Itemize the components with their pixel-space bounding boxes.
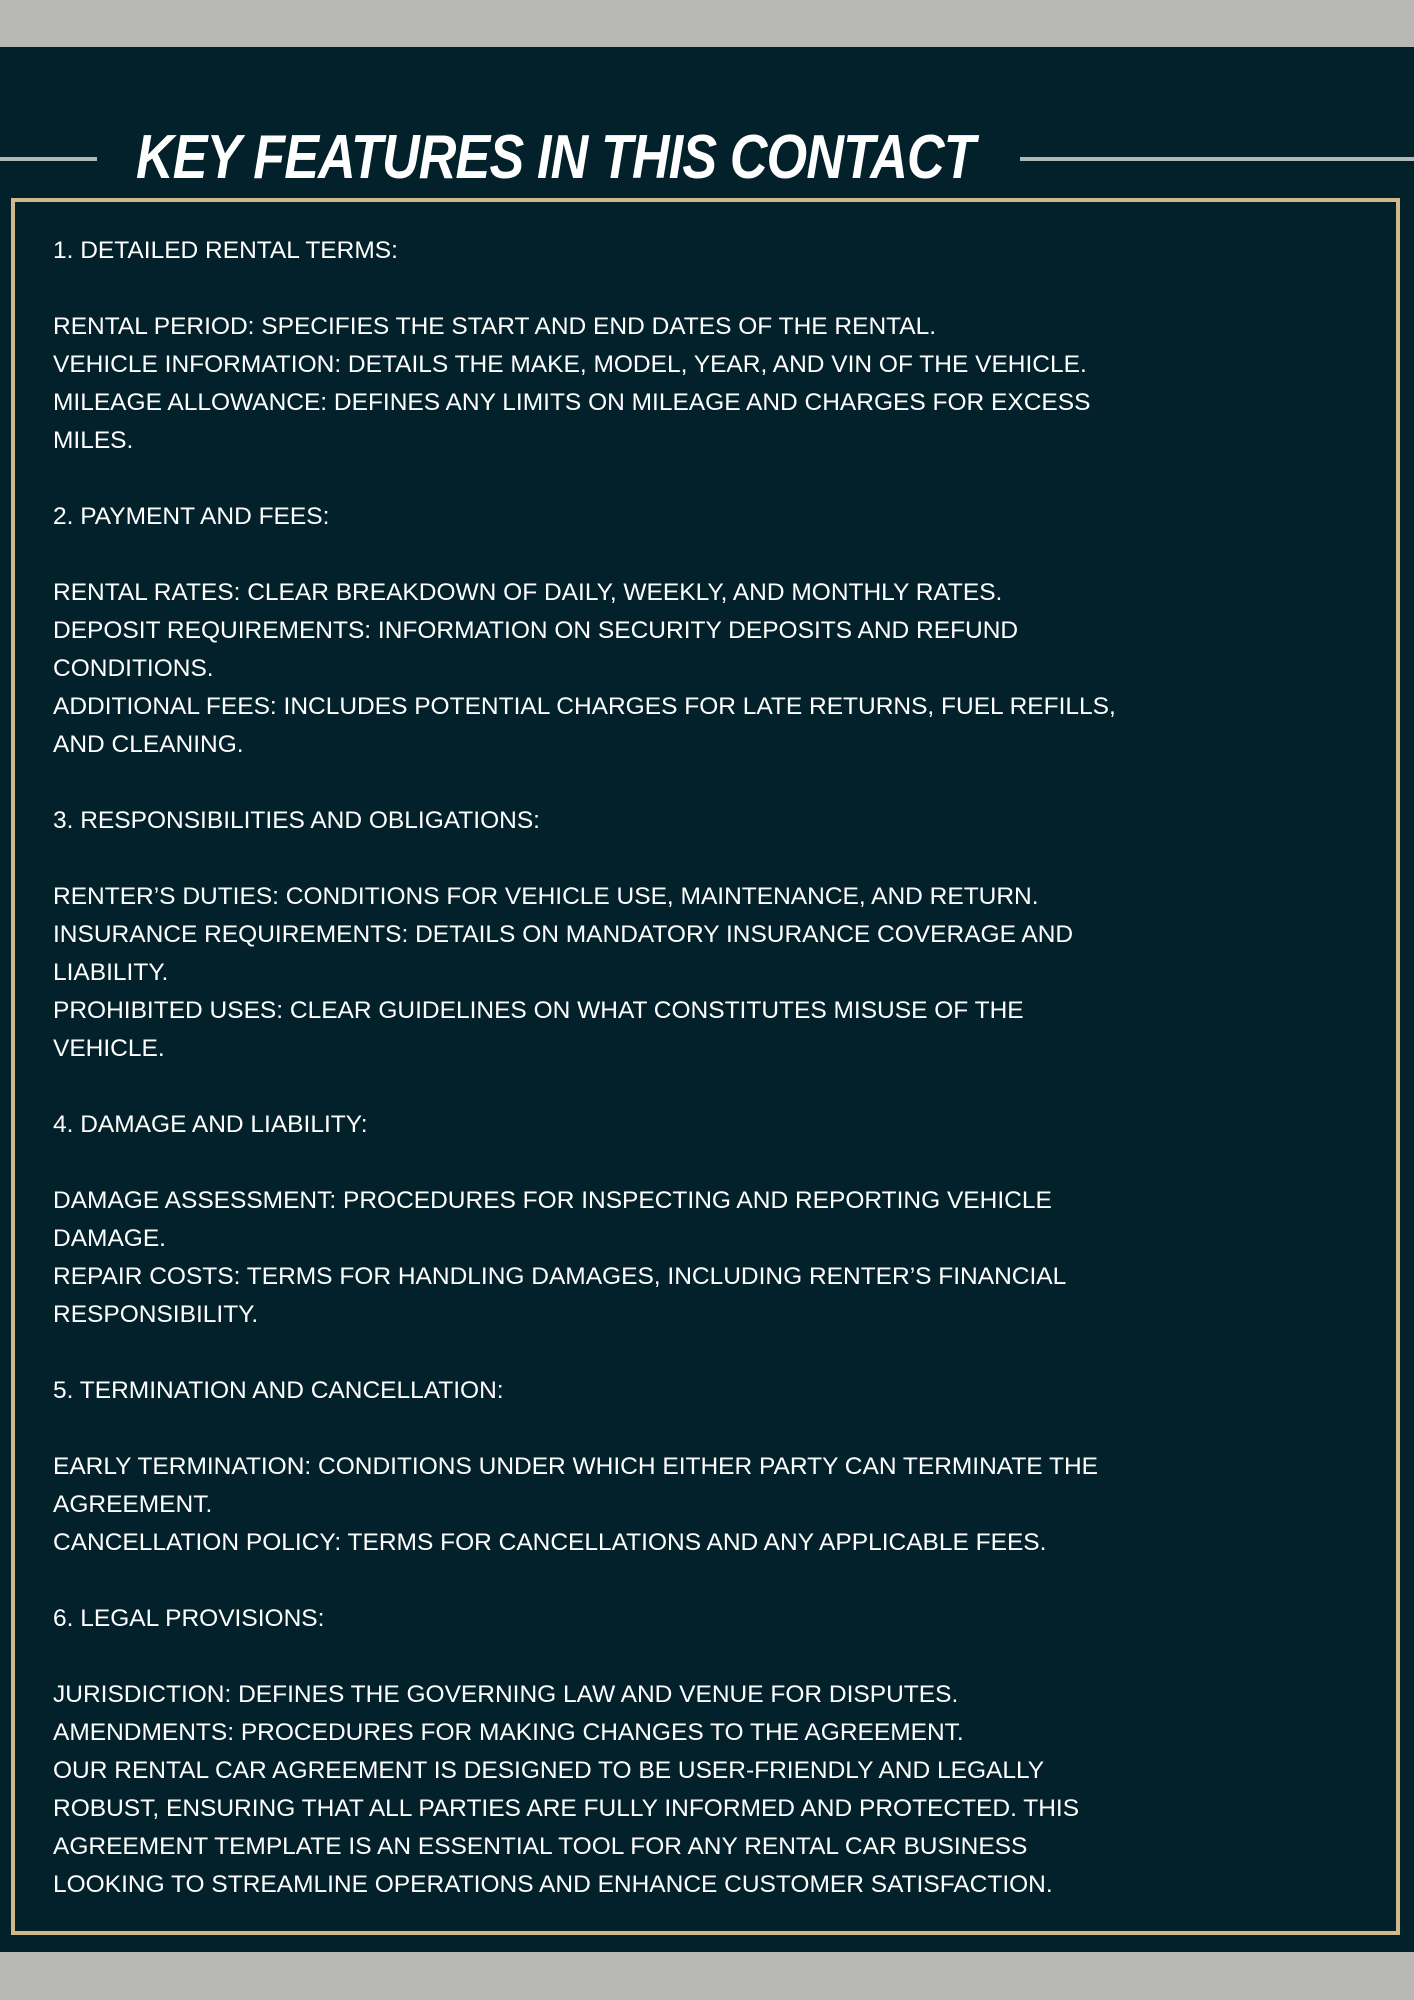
section-responsibilities — [53, 802, 1133, 1068]
section-heading: 1. DETAILED RENTAL TERMS: — [53, 237, 398, 264]
section-item: RENTAL RATES: CLEAR BREAKDOWN OF DAILY, WEEKLY, AND MONTHLY RATES. — [53, 579, 1003, 606]
section-heading: 5. TERMINATION AND CANCELLATION: — [53, 1377, 504, 1404]
section-heading: 6. LEGAL PROVISIONS: — [53, 1605, 325, 1632]
section-item: EARLY TERMINATION: CONDITIONS UNDER WHICH EITHER PARTY CAN TERMINATE THE AGREEMENT. — [53, 1453, 1098, 1518]
section-item: PROHIBITED USES: CLEAR GUIDELINES ON WHAT CONSTITUTES MISUSE OF THE VEHICLE. — [53, 997, 1024, 1062]
section-heading: 2. PAYMENT AND FEES: — [53, 503, 330, 530]
section-damage-and-liability — [53, 1106, 1133, 1334]
section-item: OUR RENTAL CAR AGREEMENT IS DESIGNED TO BE USER-FRIENDLY AND LEGALLY ROBUST, ENSURING THAT ALL PARTIES ARE FULLY INFORMED AND PROTECTED. THIS AGREEMENT TEMPLATE IS AN ESSENTIAL TOOL FOR ANY RENTAL CAR BUSINESS LOOKING TO STREAMLINE OPERATIONS AND ENHANCE CUSTOMER SATISFACTION. — [53, 1757, 1080, 1898]
section-detailed-rental-terms — [53, 232, 1133, 460]
section-item: DEPOSIT REQUIREMENTS: INFORMATION ON SECURITY DEPOSITS AND REFUND CONDITIONS. — [53, 617, 1019, 682]
section-item: AMENDMENTS: PROCEDURES FOR MAKING CHANGES TO THE AGREEMENT. — [53, 1719, 964, 1746]
section-heading: 3. RESPONSIBILITIES AND OBLIGATIONS: — [53, 807, 540, 834]
title-rule-right — [1020, 157, 1414, 161]
section-item: INSURANCE REQUIREMENTS: DETAILS ON MANDATORY INSURANCE COVERAGE AND LIABILITY. — [53, 921, 1074, 986]
section-item: ADDITIONAL FEES: INCLUDES POTENTIAL CHARGES FOR LATE RETURNS, FUEL REFILLS, AND CLEANING. — [53, 693, 1116, 758]
section-termination — [53, 1372, 1133, 1562]
section-item: REPAIR COSTS: TERMS FOR HANDLING DAMAGES, INCLUDING RENTER’S FINANCIAL RESPONSIBILITY. — [53, 1263, 1066, 1328]
section-item: JURISDICTION: DEFINES THE GOVERNING LAW AND VENUE FOR DISPUTES. — [53, 1681, 959, 1708]
section-item: CANCELLATION POLICY: TERMS FOR CANCELLATIONS AND ANY APPLICABLE FEES. — [53, 1529, 1047, 1556]
page-title: KEY FEATURES IN THIS CONTACT — [136, 123, 975, 192]
section-payment-and-fees — [53, 498, 1133, 764]
section-legal-provisions — [53, 1600, 1133, 1904]
section-item: VEHICLE INFORMATION: DETAILS THE MAKE, MODEL, YEAR, AND VIN OF THE VEHICLE. — [53, 351, 1087, 378]
title-rule-left — [0, 157, 97, 161]
section-item: RENTAL PERIOD: SPECIFIES THE START AND END DATES OF THE RENTAL. — [53, 313, 937, 340]
section-item: RENTER’S DUTIES: CONDITIONS FOR VEHICLE USE, MAINTENANCE, AND RETURN. — [53, 883, 1039, 910]
section-heading: 4. DAMAGE AND LIABILITY: — [53, 1111, 368, 1138]
features-content — [53, 232, 1133, 1904]
section-item: MILEAGE ALLOWANCE: DEFINES ANY LIMITS ON MILEAGE AND CHARGES FOR EXCESS MILES. — [53, 389, 1091, 454]
section-item: DAMAGE ASSESSMENT: PROCEDURES FOR INSPECTING AND REPORTING VEHICLE DAMAGE. — [53, 1187, 1052, 1252]
